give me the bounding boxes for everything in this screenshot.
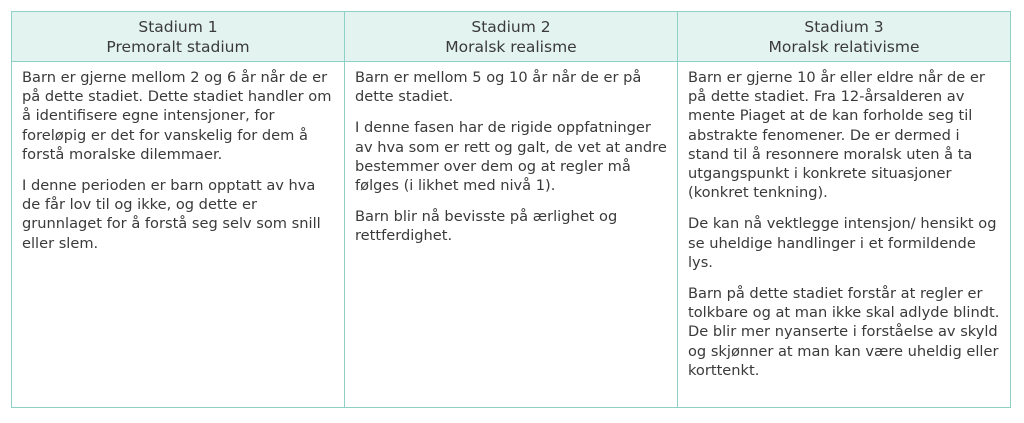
header-stage-1 xyxy=(12,12,345,62)
header-stage-3 xyxy=(678,12,1011,62)
stage-3-paragraph: Barn er gjerne 10 år eller eldre når de er på dette stadiet. Fra 12-årsalderen av mente Piaget at de kan forholde seg til abstrakte fenomener. De er dermed i stand til å resonnere moralsk uten å ta utgangspunkt i konkrete situasjoner (konkret tenkning). xyxy=(688,69,985,202)
stage-2-cell xyxy=(345,62,678,408)
header-stage-1-subtitle: Premoralt stadium xyxy=(106,38,250,56)
table-header-row xyxy=(12,12,1011,62)
table-body-row xyxy=(12,62,1011,408)
stage-3-cell xyxy=(678,62,1011,408)
stage-2-paragraph: I denne fasen har de rigide oppfatninger av hva som er rett og galt, de vet at andre bestemmer over dem og at regler må følges (i likhet med nivå 1). xyxy=(355,119,667,195)
stage-1-cell xyxy=(12,62,345,408)
header-stage-2-subtitle: Moralsk realisme xyxy=(445,38,577,56)
stages-table-container xyxy=(11,11,1010,408)
header-stage-3-title: Stadium 3 xyxy=(804,18,884,36)
stage-2-paragraph: Barn er mellom 5 og 10 år når de er på dette stadiet. xyxy=(355,69,642,106)
stage-2-paragraph: Barn blir nå bevisste på ærlighet og rettferdighet. xyxy=(355,208,618,245)
stage-3-paragraph: Barn på dette stadiet forstår at regler er tolkbare og at man ikke skal adlyde blindt. De blir mer nyanserte i forståelse av skyld og skjønner at man kan være uheldig eller korttenkt. xyxy=(688,285,1000,379)
header-stage-2 xyxy=(345,12,678,62)
stage-3-paragraph: De kan nå vektlegge intensjon/ hensikt og se uheldige handlinger i et formildende lys. xyxy=(688,215,997,271)
header-stage-2-title: Stadium 2 xyxy=(471,18,551,36)
moral-stages-table xyxy=(11,11,1011,408)
header-stage-1-title: Stadium 1 xyxy=(138,18,218,36)
stage-1-paragraph: Barn er gjerne mellom 2 og 6 år når de er på dette stadiet. Dette stadiet handler om å identifisere egne intensjoner, for foreløpig er det for vanskelig for dem å forstå moralske dilemmaer. xyxy=(22,69,332,163)
stage-1-paragraph: I denne perioden er barn opptatt av hva de får lov til og ikke, og dette er grunnlaget for å forstå seg selv som snill eller slem. xyxy=(22,177,321,252)
header-stage-3-subtitle: Moralsk relativisme xyxy=(768,38,920,56)
